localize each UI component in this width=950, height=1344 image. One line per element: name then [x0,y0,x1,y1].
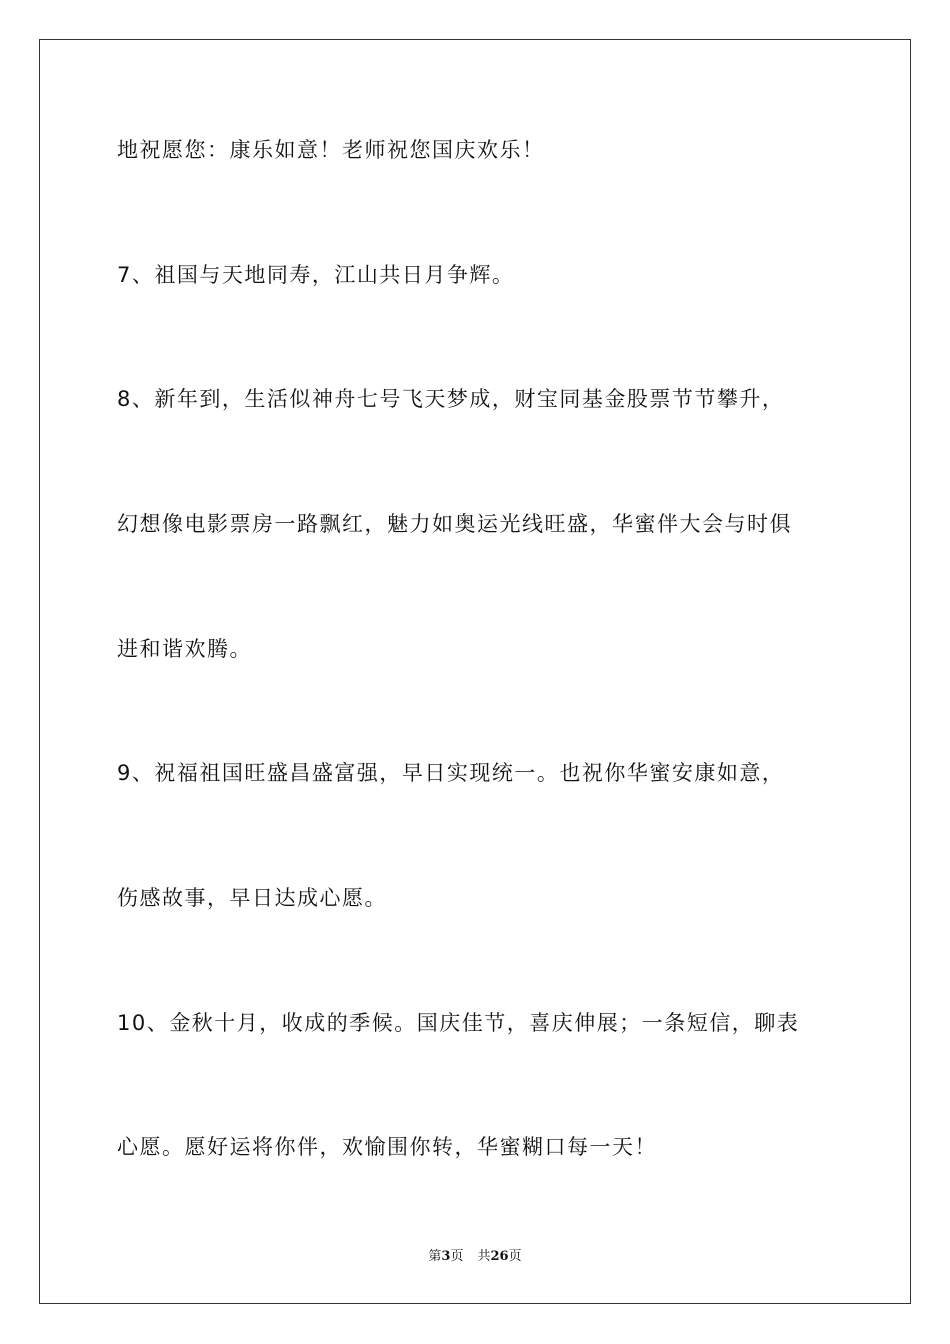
total-pages: 26 [490,1249,509,1264]
text-line-1: 地祝愿您：康乐如意！老师祝您国庆欢乐！ [117,138,545,162]
text-line-5: 进和谐欢腾。 [117,637,252,661]
page-footer [0,1248,950,1266]
page-suffix: 页 [450,1249,464,1264]
text-line-6: 9、祝福祖国旺盛昌盛富强，早日实现统一。也祝你华蜜安康如意， [117,761,785,785]
page-border [39,39,911,1304]
text-line-3: 8、新年到，生活似神舟七号飞天梦成，财宝同基金股票节节攀升， [117,387,785,411]
text-line-2: 7、祖国与天地同寿，江山共日月争辉。 [117,263,515,287]
total-prefix: 共 [477,1249,491,1264]
text-line-9: 心愿。愿好运将你伴，欢愉围你转，华蜜糊口每一天！ [117,1135,657,1159]
page-prefix: 第 [428,1249,442,1264]
text-line-8: 10、金秋十月，收成的季候。国庆佳节，喜庆伸展；一条短信，聊表 [117,1011,800,1035]
total-suffix: 页 [508,1249,522,1264]
text-line-7: 伤感故事，早日达成心愿。 [117,886,387,910]
page-number: 3 [441,1249,451,1264]
text-line-4: 幻想像电影票房一路飘红，魅力如奥运光线旺盛，华蜜伴大会与时俱 [117,512,792,536]
